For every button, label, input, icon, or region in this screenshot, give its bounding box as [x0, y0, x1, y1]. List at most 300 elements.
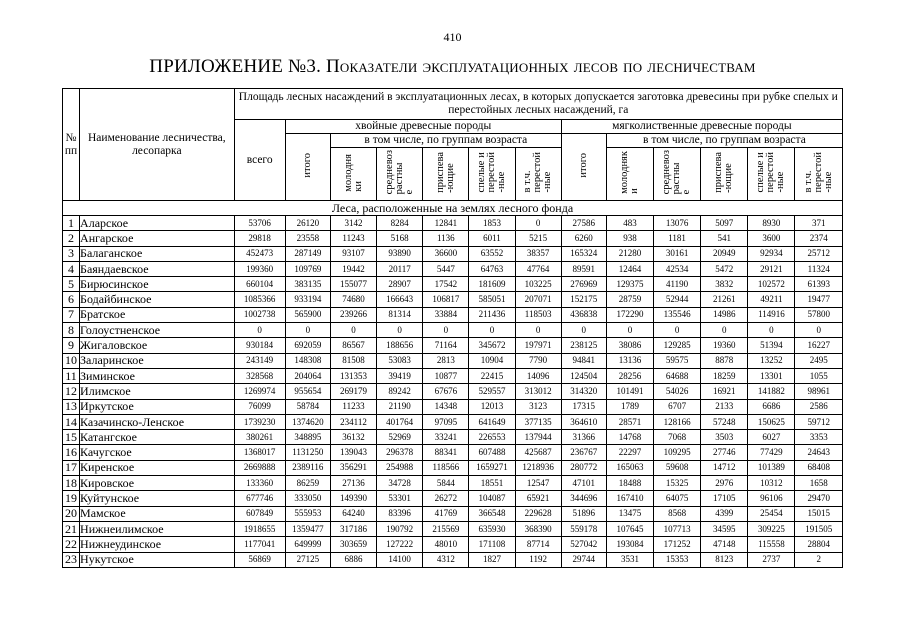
row-number: 20: [63, 506, 80, 521]
value-cell: 86567: [330, 338, 376, 353]
value-cell: 51394: [748, 338, 795, 353]
value-cell: 171252: [654, 537, 701, 552]
value-cell: 555953: [285, 506, 330, 521]
value-cell: 124504: [561, 368, 606, 383]
value-cell: 7068: [654, 430, 701, 445]
value-cell: 149390: [330, 491, 376, 506]
forestry-name: Ангарское: [80, 231, 235, 246]
value-cell: 0: [654, 323, 701, 338]
value-cell: 11324: [795, 261, 843, 276]
value-cell: 254988: [377, 460, 423, 475]
value-cell: 607849: [234, 506, 285, 521]
value-cell: 8123: [701, 552, 748, 567]
value-cell: 317186: [330, 521, 376, 536]
value-cell: 16921: [701, 384, 748, 399]
value-cell: 0: [701, 323, 748, 338]
value-cell: 1269974: [234, 384, 285, 399]
value-cell: 19360: [701, 338, 748, 353]
table-header: [63, 89, 843, 201]
header-deciduous-ripening: [701, 148, 748, 201]
value-cell: 17542: [423, 277, 469, 292]
header-conifer-total-text: итого: [301, 153, 313, 178]
value-cell: 280772: [561, 460, 606, 475]
table-body: [63, 201, 843, 568]
value-cell: 18551: [469, 476, 515, 491]
value-cell: 204064: [285, 368, 330, 383]
value-cell: 0: [285, 323, 330, 338]
value-cell: 6011: [469, 231, 515, 246]
value-cell: 5447: [423, 261, 469, 276]
value-cell: 193084: [606, 537, 653, 552]
value-cell: 1055: [795, 368, 843, 383]
value-cell: 12547: [515, 476, 561, 491]
value-cell: 53083: [377, 353, 423, 368]
value-cell: 14348: [423, 399, 469, 414]
header-conifer-mature: [469, 148, 515, 201]
value-cell: 31366: [561, 430, 606, 445]
value-cell: 30161: [654, 246, 701, 261]
row-number: 15: [63, 430, 80, 445]
value-cell: 0: [330, 323, 376, 338]
value-cell: 303659: [330, 537, 376, 552]
header-deciduous-young-text: молодняк и: [618, 151, 640, 194]
table-row: [63, 246, 843, 261]
value-cell: 1827: [469, 552, 515, 567]
row-number: 19: [63, 491, 80, 506]
value-cell: 77429: [748, 445, 795, 460]
value-cell: 1368017: [234, 445, 285, 460]
value-cell: 181609: [469, 277, 515, 292]
title-rest: Показатели эксплуатационных лесов по лесничествам: [325, 56, 756, 77]
value-cell: 107645: [606, 521, 653, 536]
value-cell: 58784: [285, 399, 330, 414]
value-cell: 131353: [330, 368, 376, 383]
value-cell: 52969: [377, 430, 423, 445]
value-cell: 191505: [795, 521, 843, 536]
value-cell: 28571: [606, 414, 653, 429]
section-row: Леса, расположенные на землях лесного фонда: [63, 201, 843, 216]
value-cell: 41769: [423, 506, 469, 521]
row-number: 10: [63, 353, 80, 368]
value-cell: 1658: [795, 476, 843, 491]
header-deciduous-ripening-text: приспева -ющие: [713, 152, 735, 193]
value-cell: 188656: [377, 338, 423, 353]
value-cell: 29744: [561, 552, 606, 567]
value-cell: 10312: [748, 476, 795, 491]
table-row: [63, 476, 843, 491]
value-cell: 641649: [469, 414, 515, 429]
value-cell: 425687: [515, 445, 561, 460]
value-cell: 635930: [469, 521, 515, 536]
table-row: [63, 338, 843, 353]
value-cell: 348895: [285, 430, 330, 445]
value-cell: 29818: [234, 231, 285, 246]
value-cell: 36600: [423, 246, 469, 261]
value-cell: 59712: [795, 414, 843, 429]
value-cell: 64240: [330, 506, 376, 521]
value-cell: 88341: [423, 445, 469, 460]
table-row: [63, 399, 843, 414]
value-cell: 483: [606, 216, 653, 231]
row-number: 7: [63, 307, 80, 322]
value-cell: 109769: [285, 261, 330, 276]
value-cell: 92934: [748, 246, 795, 261]
value-cell: 1853: [469, 216, 515, 231]
forestry-name: Заларинское: [80, 353, 235, 368]
value-cell: 377135: [515, 414, 561, 429]
value-cell: 366548: [469, 506, 515, 521]
value-cell: 17105: [701, 491, 748, 506]
value-cell: 128166: [654, 414, 701, 429]
value-cell: 333050: [285, 491, 330, 506]
value-cell: 165324: [561, 246, 606, 261]
value-cell: 47101: [561, 476, 606, 491]
table-row: [63, 261, 843, 276]
table-row: [63, 414, 843, 429]
forestry-name: Мамское: [80, 506, 235, 521]
header-conifer-middle-text: средневоз растны е: [383, 150, 415, 195]
value-cell: 8284: [377, 216, 423, 231]
value-cell: 211436: [469, 307, 515, 322]
value-cell: 0: [748, 323, 795, 338]
value-cell: 13076: [654, 216, 701, 231]
value-cell: 2: [795, 552, 843, 567]
header-conifer-middle: [377, 148, 423, 201]
value-cell: 6707: [654, 399, 701, 414]
header-deciduous-middle: [654, 148, 701, 201]
value-cell: 1177041: [234, 537, 285, 552]
forestry-name: Казачинско-Ленское: [80, 414, 235, 429]
table-row: [63, 323, 843, 338]
value-cell: 10877: [423, 368, 469, 383]
value-cell: 380261: [234, 430, 285, 445]
value-cell: 3600: [748, 231, 795, 246]
value-cell: 0: [606, 323, 653, 338]
value-cell: 11233: [330, 399, 376, 414]
forestry-name: Аларское: [80, 216, 235, 231]
value-cell: 93107: [330, 246, 376, 261]
value-cell: 129375: [606, 277, 653, 292]
value-cell: 296378: [377, 445, 423, 460]
value-cell: 107713: [654, 521, 701, 536]
value-cell: 328568: [234, 368, 285, 383]
value-cell: 0: [561, 323, 606, 338]
value-cell: 47148: [701, 537, 748, 552]
header-deciduous-overmature-text: в т.ч. перестой -ные: [802, 152, 834, 193]
value-cell: 127222: [377, 537, 423, 552]
title-prefix: ПРИЛОЖЕНИЕ №3.: [149, 56, 326, 77]
value-cell: 527042: [561, 537, 606, 552]
value-cell: 106817: [423, 292, 469, 307]
value-cell: 229628: [515, 506, 561, 521]
value-cell: 933194: [285, 292, 330, 307]
value-cell: 313012: [515, 384, 561, 399]
value-cell: 23558: [285, 231, 330, 246]
value-cell: 135546: [654, 307, 701, 322]
value-cell: 13252: [748, 353, 795, 368]
value-cell: 5472: [701, 261, 748, 276]
value-cell: 238125: [561, 338, 606, 353]
value-cell: 89242: [377, 384, 423, 399]
value-cell: 81508: [330, 353, 376, 368]
table-row: [63, 430, 843, 445]
header-deciduous-total-text: итого: [577, 153, 589, 178]
value-cell: 677746: [234, 491, 285, 506]
value-cell: 8878: [701, 353, 748, 368]
value-cell: 118566: [423, 460, 469, 475]
table-row: [63, 384, 843, 399]
value-cell: 165063: [606, 460, 653, 475]
value-cell: 6686: [748, 399, 795, 414]
value-cell: 38357: [515, 246, 561, 261]
value-cell: 938: [606, 231, 653, 246]
value-cell: 33241: [423, 430, 469, 445]
value-cell: 1918655: [234, 521, 285, 536]
value-cell: 27136: [330, 476, 376, 491]
table-row: [63, 491, 843, 506]
value-cell: 29121: [748, 261, 795, 276]
value-cell: 1136: [423, 231, 469, 246]
value-cell: 541: [701, 231, 748, 246]
value-cell: 287149: [285, 246, 330, 261]
value-cell: 565900: [285, 307, 330, 322]
value-cell: 692059: [285, 338, 330, 353]
value-cell: 172290: [606, 307, 653, 322]
row-number: 22: [63, 537, 80, 552]
value-cell: 15015: [795, 506, 843, 521]
value-cell: 28256: [606, 368, 653, 383]
value-cell: 356291: [330, 460, 376, 475]
header-deciduous-age-caption: в том числе, по группам возраста: [606, 134, 842, 148]
value-cell: 2976: [701, 476, 748, 491]
row-number: 4: [63, 261, 80, 276]
value-cell: 344696: [561, 491, 606, 506]
value-cell: 24643: [795, 445, 843, 460]
value-cell: 56869: [234, 552, 285, 567]
forest-indicators-table: [62, 88, 843, 568]
value-cell: 28804: [795, 537, 843, 552]
value-cell: 94841: [561, 353, 606, 368]
value-cell: 585051: [469, 292, 515, 307]
value-cell: 14096: [515, 368, 561, 383]
value-cell: 53301: [377, 491, 423, 506]
value-cell: 930184: [234, 338, 285, 353]
value-cell: 1085366: [234, 292, 285, 307]
value-cell: 18259: [701, 368, 748, 383]
header-conifer-group: хвойные древесные породы: [285, 120, 561, 134]
value-cell: 14712: [701, 460, 748, 475]
value-cell: 383135: [285, 277, 330, 292]
value-cell: 5097: [701, 216, 748, 231]
value-cell: 1192: [515, 552, 561, 567]
value-cell: 234112: [330, 414, 376, 429]
value-cell: 1359477: [285, 521, 330, 536]
row-number: 11: [63, 368, 80, 383]
value-cell: 243149: [234, 353, 285, 368]
value-cell: 74680: [330, 292, 376, 307]
value-cell: 8930: [748, 216, 795, 231]
value-cell: 26272: [423, 491, 469, 506]
value-cell: 1002738: [234, 307, 285, 322]
value-cell: 5215: [515, 231, 561, 246]
value-cell: 345672: [469, 338, 515, 353]
value-cell: 309225: [748, 521, 795, 536]
row-number: 16: [63, 445, 80, 460]
value-cell: 65921: [515, 491, 561, 506]
value-cell: 14986: [701, 307, 748, 322]
forestry-name: Нукутское: [80, 552, 235, 567]
value-cell: 64075: [654, 491, 701, 506]
value-cell: 53706: [234, 216, 285, 231]
value-cell: 167410: [606, 491, 653, 506]
value-cell: 81314: [377, 307, 423, 322]
value-cell: 28759: [606, 292, 653, 307]
row-number: 3: [63, 246, 80, 261]
value-cell: 3832: [701, 277, 748, 292]
value-cell: 215569: [423, 521, 469, 536]
value-cell: 559178: [561, 521, 606, 536]
header-conifer-age-caption: в том числе, по группам возраста: [330, 134, 561, 148]
value-cell: 51896: [561, 506, 606, 521]
value-cell: 18488: [606, 476, 653, 491]
table-row: [63, 460, 843, 475]
forestry-name: Илимское: [80, 384, 235, 399]
forestry-name: Киренское: [80, 460, 235, 475]
forestry-name: Зиминское: [80, 368, 235, 383]
header-deciduous-mature: [748, 148, 795, 201]
table-row: [63, 307, 843, 322]
value-cell: 314320: [561, 384, 606, 399]
value-cell: 28907: [377, 277, 423, 292]
value-cell: 133360: [234, 476, 285, 491]
value-cell: 660104: [234, 277, 285, 292]
row-number: 12: [63, 384, 80, 399]
table-row: [63, 231, 843, 246]
table-row: [63, 521, 843, 536]
value-cell: 83396: [377, 506, 423, 521]
value-cell: 2133: [701, 399, 748, 414]
value-cell: 3123: [515, 399, 561, 414]
value-cell: 1374620: [285, 414, 330, 429]
forestry-name: Баяндаевское: [80, 261, 235, 276]
row-number: 13: [63, 399, 80, 414]
value-cell: 38086: [606, 338, 653, 353]
value-cell: 87714: [515, 537, 561, 552]
row-number: 8: [63, 323, 80, 338]
value-cell: 118503: [515, 307, 561, 322]
value-cell: 104087: [469, 491, 515, 506]
forestry-name: Жигаловское: [80, 338, 235, 353]
value-cell: 166643: [377, 292, 423, 307]
value-cell: 269179: [330, 384, 376, 399]
header-name: Наименование лесничества, лесопарка: [80, 89, 235, 201]
value-cell: 1181: [654, 231, 701, 246]
value-cell: 34728: [377, 476, 423, 491]
value-cell: 190792: [377, 521, 423, 536]
page-title: [0, 56, 905, 78]
value-cell: 52944: [654, 292, 701, 307]
value-cell: 152175: [561, 292, 606, 307]
row-number: 2: [63, 231, 80, 246]
value-cell: 21261: [701, 292, 748, 307]
value-cell: 14100: [377, 552, 423, 567]
value-cell: 649999: [285, 537, 330, 552]
value-cell: 4312: [423, 552, 469, 567]
row-number: 21: [63, 521, 80, 536]
value-cell: 59575: [654, 353, 701, 368]
row-number: 5: [63, 277, 80, 292]
value-cell: 93890: [377, 246, 423, 261]
table-row: [63, 537, 843, 552]
value-cell: 25712: [795, 246, 843, 261]
value-cell: 452473: [234, 246, 285, 261]
value-cell: 41190: [654, 277, 701, 292]
value-cell: 10904: [469, 353, 515, 368]
value-cell: 0: [469, 323, 515, 338]
value-cell: 2669888: [234, 460, 285, 475]
table-row: [63, 216, 843, 231]
header-conifer-total: [285, 134, 330, 201]
value-cell: 2737: [748, 552, 795, 567]
value-cell: 64688: [654, 368, 701, 383]
value-cell: 15325: [654, 476, 701, 491]
value-cell: 1739230: [234, 414, 285, 429]
value-cell: 0: [423, 323, 469, 338]
value-cell: 19442: [330, 261, 376, 276]
page-number: 410: [443, 30, 462, 44]
value-cell: 71164: [423, 338, 469, 353]
header-deciduous-middle-text: средневоз растны е: [661, 150, 693, 195]
value-cell: 27125: [285, 552, 330, 567]
value-cell: 21190: [377, 399, 423, 414]
forestry-name: Иркутское: [80, 399, 235, 414]
value-cell: 7790: [515, 353, 561, 368]
value-cell: 0: [795, 323, 843, 338]
value-cell: 3531: [606, 552, 653, 567]
value-cell: 59608: [654, 460, 701, 475]
value-cell: 6027: [748, 430, 795, 445]
value-cell: 101491: [606, 384, 653, 399]
value-cell: 3503: [701, 430, 748, 445]
header-deciduous-overmature: [795, 148, 843, 201]
value-cell: 17315: [561, 399, 606, 414]
row-number: 6: [63, 292, 80, 307]
value-cell: 207071: [515, 292, 561, 307]
forestry-name: Бодайбинское: [80, 292, 235, 307]
forestry-name: Куйтунское: [80, 491, 235, 506]
forestry-name: Катангское: [80, 430, 235, 445]
value-cell: 239266: [330, 307, 376, 322]
value-cell: 276969: [561, 277, 606, 292]
forestry-name: Бирюсинское: [80, 277, 235, 292]
header-conifer-mature-text: спелые и перестой -ные: [475, 152, 507, 193]
value-cell: 47764: [515, 261, 561, 276]
header-deciduous-group: мягколиственные древесные породы: [561, 120, 842, 134]
value-cell: 139043: [330, 445, 376, 460]
header-deciduous-total: [561, 134, 606, 201]
forestry-name: Нижнеилимское: [80, 521, 235, 536]
value-cell: 97095: [423, 414, 469, 429]
value-cell: 39419: [377, 368, 423, 383]
value-cell: 63552: [469, 246, 515, 261]
value-cell: 226553: [469, 430, 515, 445]
value-cell: 2586: [795, 399, 843, 414]
value-cell: 114916: [748, 307, 795, 322]
value-cell: 236767: [561, 445, 606, 460]
header-conifer-young-text: молодня ки: [342, 153, 364, 192]
value-cell: 48010: [423, 537, 469, 552]
value-cell: 371: [795, 216, 843, 231]
